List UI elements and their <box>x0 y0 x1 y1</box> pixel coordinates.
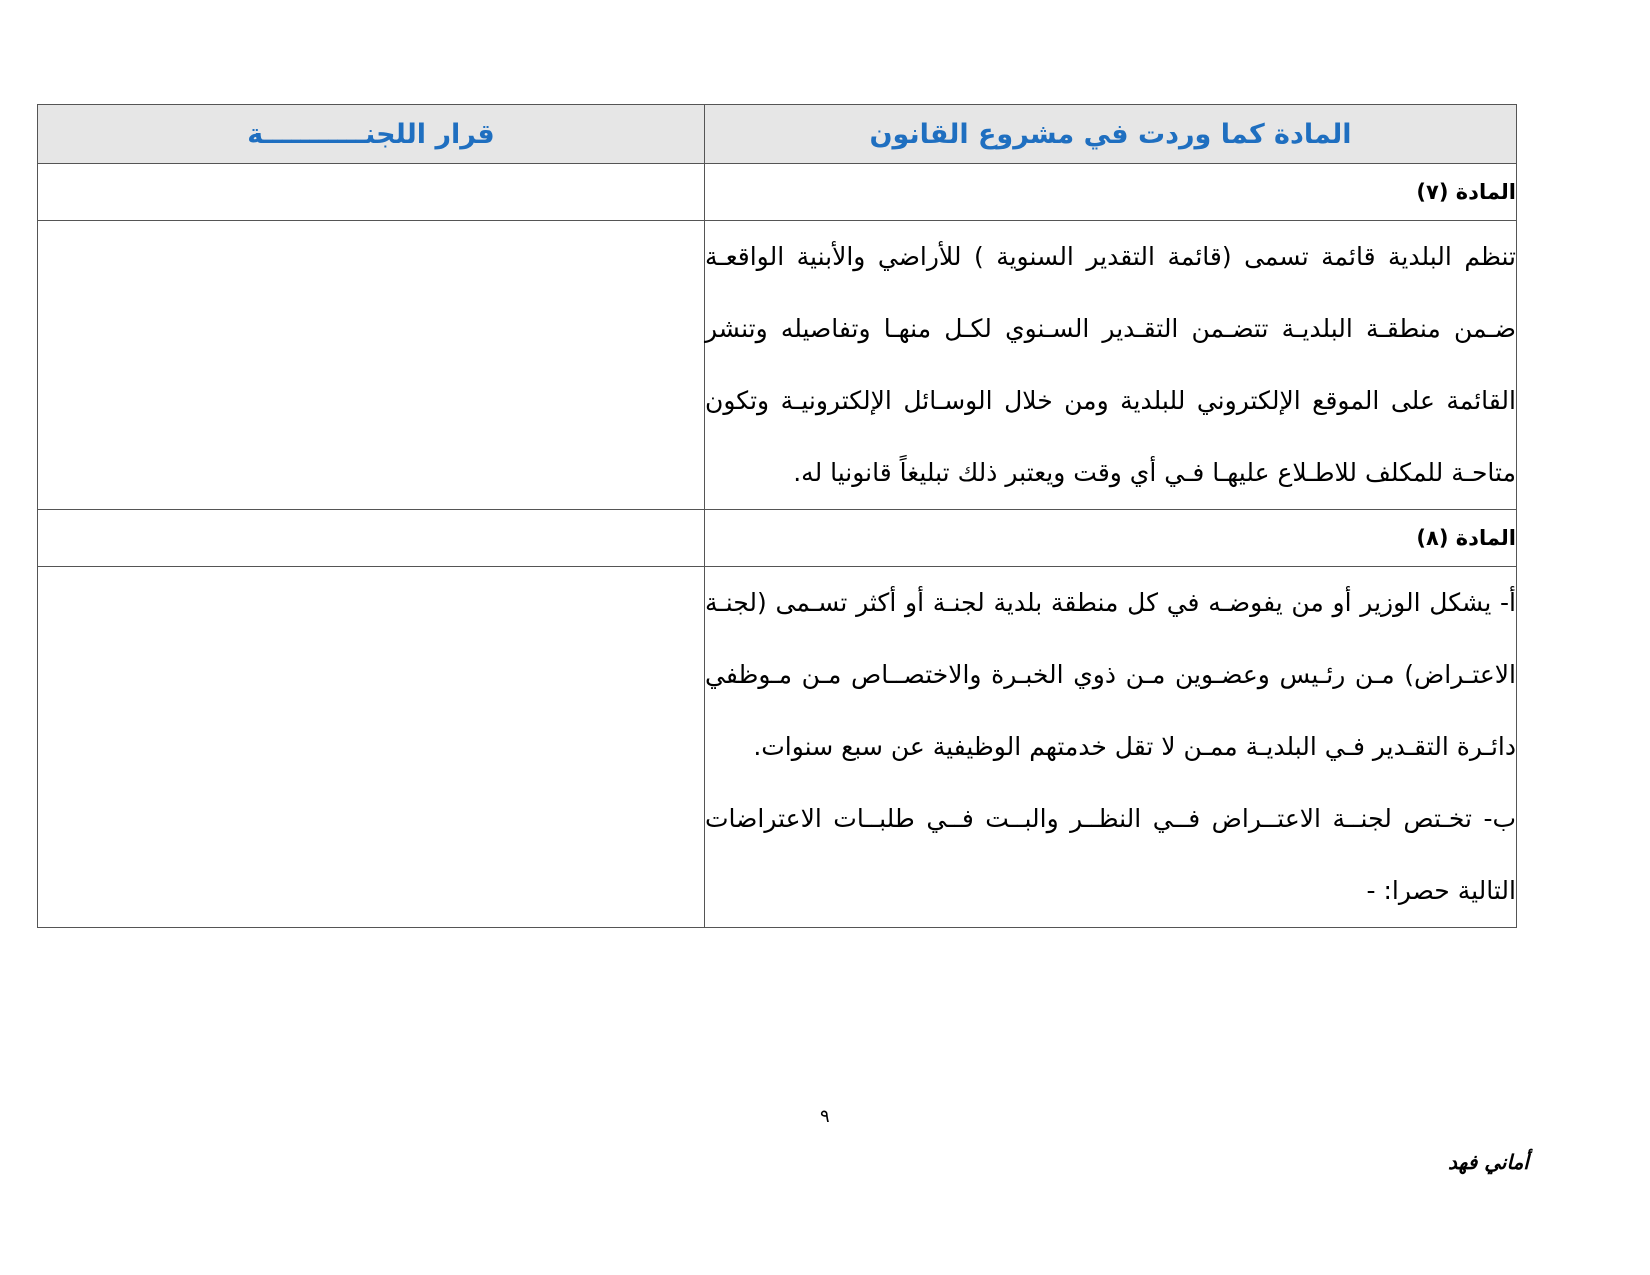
article-7-label: المادة (٧) <box>705 164 1517 221</box>
article-8-text-cell <box>705 567 1517 928</box>
page-number: ٩ <box>820 1106 830 1127</box>
table-row <box>38 510 1517 567</box>
article-8-label-decision-cell <box>38 510 705 567</box>
article-8-decision-cell <box>38 567 705 928</box>
article-7-label-decision-cell <box>38 164 705 221</box>
table-header-row <box>38 105 1517 164</box>
article-8-clause-a: أ- يشكل الوزير أو من يفوضـه في كل منطقة بلدية لجنـة أو أكثر تسـمى (لجنـة الاعتـراض) مـن رئـيس وعضـوين مـن ذوي الخبـرة والاختصــاص مـن مـوظفي دائـرة التقـدير فـي البلديـة ممـن لا تقل خدمتهم الوظيفية عن سبع سنوات. <box>705 588 1516 761</box>
table-row <box>38 567 1517 928</box>
article-8-clause-b: ب- تخـتص لجنــة الاعتــراض فــي النظــر والبــت فــي طلبــات الاعتراضات التالية حصرا: - <box>705 804 1516 905</box>
table-row <box>38 164 1517 221</box>
article-7-text: تنظم البلدية قائمة تسمى (قائمة التقدير السنوية ) للأراضي والأبنية الواقعـة ضـمن منطقـة البلديـة تتضـمن التقـدير السـنوي لكـل منهـا وتفاصيله وتنشر القائمة على الموقع الإلكتروني للبلدية ومن خلال الوسـائل الإلكترونيـة وتكون متاحـة للمكلف للاطـلاع عليهـا فـي أي وقت ويعتبر ذلك تبليغاً قانونيا له. <box>705 242 1516 487</box>
article-column-header: المادة كما وردت في مشروع القانون <box>705 105 1517 164</box>
article-7-decision-cell <box>38 221 705 510</box>
article-7-text-cell <box>705 221 1517 510</box>
article-8-label: المادة (٨) <box>705 510 1517 567</box>
author-signature: أماني فهد <box>1448 1150 1529 1174</box>
committee-comparison-table <box>37 104 1517 928</box>
decision-column-header: قرار اللجنـــــــــــة <box>38 105 705 164</box>
table-row <box>38 221 1517 510</box>
